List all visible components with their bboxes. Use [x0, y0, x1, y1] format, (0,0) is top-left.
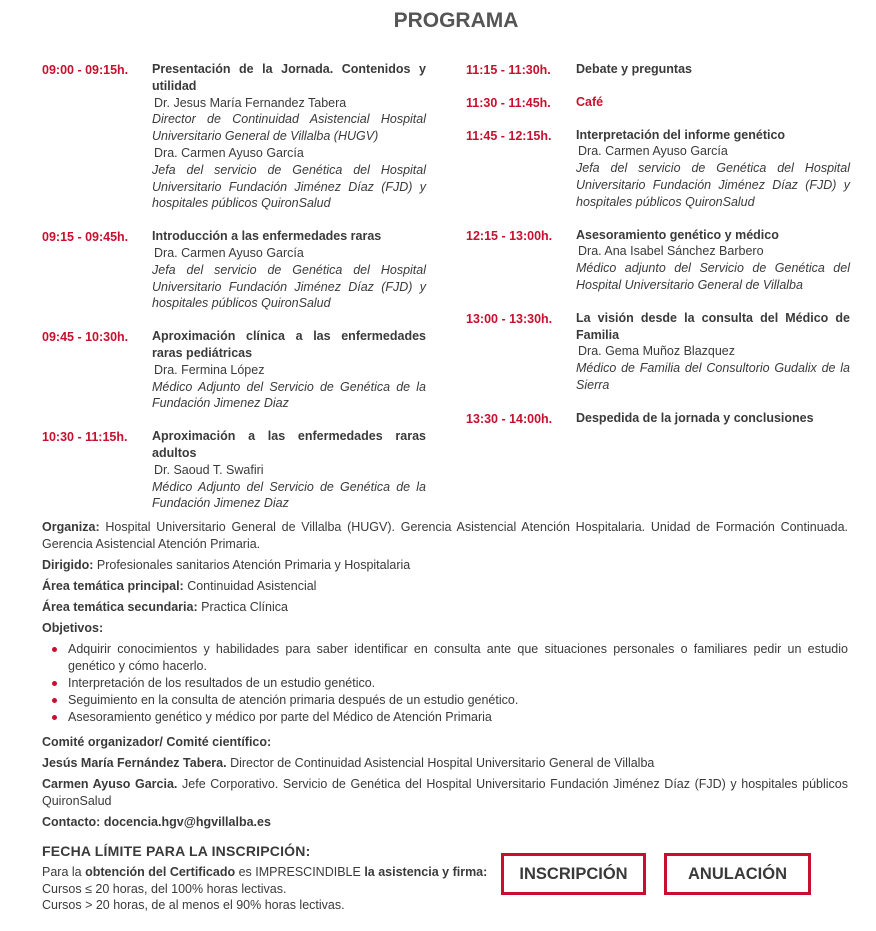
session-time: 10:30 - 11:15h.: [42, 430, 128, 445]
session-time: 09:00 - 09:15h.: [42, 63, 129, 77]
area-secundaria-text: Practica Clínica: [201, 600, 288, 614]
comite-label: Comité organizador/ Comité científico:: [42, 735, 272, 749]
session-body: [576, 94, 850, 111]
objetivo-item: Adquirir conocimientos y habilidades para saber identificar en consulta ante que situaciones personales o familiares pedir un estudio genético y cómo hacerlo.: [68, 642, 848, 673]
page-title: PROGRAMA: [393, 9, 519, 32]
comite-row: [42, 734, 848, 751]
program-session: [42, 61, 426, 212]
comite-member-name: Carmen Ayuso Garcia.: [42, 777, 178, 791]
comite-member-1: [42, 755, 848, 772]
program-column-right: [466, 61, 850, 443]
hours-rule-1: Cursos ≤ 20 horas, del 100% horas lectivas.: [42, 881, 287, 896]
area-secundaria-row: [42, 599, 848, 616]
session-title: La visión desde la consulta del Médico de Familia: [576, 310, 850, 342]
session-title: Aproximación a las enfermedades raras adultos: [152, 429, 426, 460]
speaker-role: Médico Adjunto del Servicio de Genética de la Fundación Jimenez Diaz: [152, 379, 426, 411]
session-time: 11:30 - 11:45h.: [466, 95, 551, 110]
organiza-row: [42, 519, 848, 553]
session-body: [576, 310, 850, 394]
objetivo-item: Seguimiento en la consulta de atención primaria después de un estudio genético.: [68, 692, 848, 709]
session-body: [152, 61, 426, 212]
contacto-email-link[interactable]: docencia.hgv@hgvillalba.es: [103, 815, 271, 829]
program-session: [466, 410, 850, 427]
session-title: Debate y preguntas: [576, 62, 693, 76]
objetivos-label: Objetivos:: [42, 621, 104, 635]
session-time: 11:45 - 12:15h.: [466, 128, 552, 143]
deadline-block: [42, 843, 502, 914]
contacto-row: [42, 814, 848, 831]
dirigido-row: [42, 557, 848, 574]
speaker-role: Jefa del servicio de Genética del Hospital Universitario Fundación Jiménez Díaz (FJD) y hospitales públicos QuironSalud: [152, 262, 426, 311]
program-session: [42, 428, 426, 512]
area-principal-text: Continuidad Asistencial: [187, 579, 317, 593]
program-session: [466, 61, 850, 78]
session-title: Introducción a las enfermedades raras: [152, 229, 382, 244]
session-body: [576, 61, 850, 78]
speaker-role: Médico Adjunto del Servicio de Genética de la Fundación Jimenez Diaz: [152, 479, 426, 511]
session-title: Presentación de la Jornada. Contenidos y utilidad: [152, 62, 426, 93]
session-time: 12:15 - 13:00h.: [466, 228, 553, 243]
session-title: Interpretación del informe genético: [576, 127, 786, 142]
dirigido-label: Dirigido:: [42, 558, 94, 572]
program-session: [466, 94, 850, 111]
speaker-name: Dra. Gema Muñoz Blazquez: [578, 344, 736, 359]
session-time: 13:30 - 14:00h.: [466, 411, 553, 426]
speaker-name: Dr. Saoud T. Swafiri: [154, 462, 264, 477]
speaker-role: Jefa del servicio de Genética del Hospital Universitario Fundación Jiménez Díaz (FJD) y hospitales públicos QuironSalud: [152, 162, 426, 211]
course-info: [42, 519, 848, 835]
comite-member-2: [42, 776, 848, 810]
objetivo-item: Asesoramiento genético y médico por parte del Médico de Atención Primaria: [68, 709, 848, 726]
objetivo-item: Interpretación de los resultados de un estudio genético.: [68, 675, 848, 692]
speaker-name: Dra. Carmen Ayuso García: [154, 245, 304, 260]
speaker-name: Dra. Carmen Ayuso García: [578, 144, 728, 159]
area-principal-label: Área temática principal:: [42, 579, 184, 593]
session-title: Café: [576, 94, 604, 109]
speaker-role: Jefa del servicio de Genética del Hospital Universitario Fundación Jiménez Díaz (FJD) y hospitales públicos QuironSalud: [576, 161, 850, 209]
speaker-role: Médico de Familia del Consultorio Gudalix de la Sierra: [576, 361, 850, 392]
deadline-title: FECHA LÍMITE PARA LA INSCRIPCIÓN:: [42, 843, 311, 859]
cert-text-mid: es IMPRESCINDIBLE: [235, 864, 365, 879]
session-body: [152, 228, 426, 312]
program-session: [42, 328, 426, 412]
objetivos-row: [42, 620, 848, 637]
session-time: 11:15 - 11:30h.: [466, 63, 551, 77]
speaker-name: Dra. Fermina López: [154, 362, 265, 377]
comite-member-role: Director de Continuidad Asistencial Hospital Universitario General de Villalba: [230, 756, 655, 770]
area-secundaria-label: Área temática secundaria:: [42, 600, 198, 614]
speaker-name: Dra. Carmen Ayuso García: [154, 145, 304, 160]
session-body: [576, 227, 850, 294]
area-principal-row: [42, 578, 848, 595]
program-session: [466, 227, 850, 294]
cert-text-bold: obtención del Certificado: [85, 864, 236, 879]
session-body: [152, 428, 426, 512]
program-session: [466, 127, 850, 211]
organiza-label: Organiza:: [42, 520, 100, 534]
session-body: [152, 328, 426, 412]
contacto-label: Contacto:: [42, 815, 101, 829]
cert-text-pre: Para la: [42, 864, 86, 879]
dirigido-text: Profesionales sanitarios Atención Primaria y Hospitalaria: [96, 558, 411, 572]
session-body: [576, 410, 850, 427]
organiza-text: Hospital Universitario General de Villalba (HUGV). Gerencia Asistencial Atención Hospitalaria. Unidad de Formación Continuada. Gerencia Asistencial Atención Primaria.: [42, 520, 848, 551]
speaker-role: Director de Continuidad Asistencial Hospital Universitario General de Villalba (HUGV): [152, 112, 426, 144]
comite-member-role: Jefe Corporativo. Servicio de Genética del Hospital Universitario Fundación Jiménez Díaz (FJD) y hospitales públicos QuironSalud: [42, 777, 849, 808]
session-title: Aproximación clínica a las enfermedades raras pediátricas: [152, 329, 426, 360]
session-time: 13:00 - 13:30h.: [466, 311, 553, 326]
hours-rule-2: Cursos > 20 horas, de al menos el 90% horas lectivas.: [42, 898, 345, 913]
session-title: Despedida de la jornada y conclusiones: [576, 410, 814, 425]
inscripcion-button[interactable]: INSCRIPCIÓN: [501, 853, 646, 895]
program-session: [42, 228, 426, 312]
comite-member-name: Jesús María Fernández Tabera.: [42, 756, 227, 770]
certificate-requirement: [42, 864, 502, 881]
program-column-left: [42, 61, 426, 528]
speaker-name: Dr. Jesus María Fernandez Tabera: [154, 95, 347, 110]
anulacion-button[interactable]: ANULACIÓN: [664, 853, 811, 895]
session-time: 09:15 - 09:45h.: [42, 230, 129, 245]
session-body: [576, 127, 850, 211]
program-session: [466, 310, 850, 394]
session-title: Asesoramiento genético y médico: [576, 227, 779, 242]
objetivos-list: [42, 641, 848, 726]
speaker-name: Dra. Ana Isabel Sánchez Barbero: [578, 244, 764, 259]
speaker-role: Médico adjunto del Servicio de Genética del Hospital Universitario General de Villalba: [576, 261, 850, 292]
session-time: 09:45 - 10:30h.: [42, 330, 129, 345]
cert-text-bold2: la asistencia y firma:: [364, 864, 488, 879]
